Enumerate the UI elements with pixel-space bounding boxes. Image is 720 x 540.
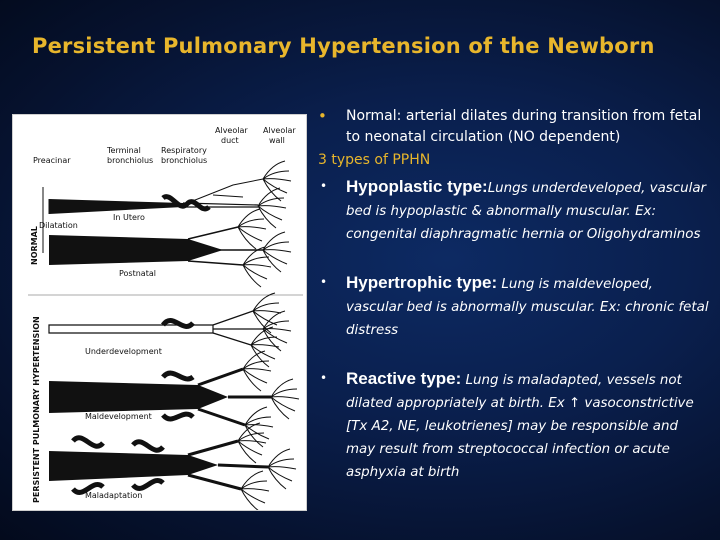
point-hypertrophic bbox=[318, 272, 710, 342]
label-maldevelopment: Maldevelopment bbox=[85, 412, 152, 421]
bullet-icon: • bbox=[320, 371, 328, 385]
label-alveolar-wall-b: wall bbox=[269, 136, 285, 145]
label-dilatation: Dilatation bbox=[39, 221, 78, 230]
point-head: Reactive type: bbox=[346, 369, 462, 388]
content-text bbox=[318, 106, 710, 484]
bullet-icon: • bbox=[318, 107, 327, 125]
point-hypoplastic bbox=[318, 176, 710, 246]
vessel-row-normal-postnatal bbox=[49, 209, 291, 287]
bullet-icon: • bbox=[320, 275, 328, 289]
label-maladaptation: Maladaptation bbox=[85, 491, 143, 500]
normal-text: Normal: arterial dilates during transition from fetal to neonatal circulation (NO dependent) bbox=[346, 108, 702, 145]
label-in-utero: In Utero bbox=[113, 213, 145, 222]
bullet-icon: • bbox=[320, 179, 328, 193]
slide-title: Persistent Pulmonary Hypertension of the Newborn bbox=[32, 34, 655, 58]
vessel-row-normal-in-utero bbox=[49, 161, 291, 228]
point-body: Lungs underdeveloped, vascular bed is hypoplastic & abnormally muscular. Ex: congenital diaphragmatic hernia or Oligohydraminos bbox=[346, 181, 707, 242]
point-reactive bbox=[318, 368, 710, 484]
vessel-diagram bbox=[12, 114, 307, 511]
point-body: Lung is maladapted, vessels not dilated appropriately at birth. Ex ↑ vasoconstrictive [Tx A2, NE, leukotrienes] may be responsible and may result from streptococcal infection or acute asphyxia at birth bbox=[346, 373, 694, 480]
label-underdevelopment: Underdevelopment bbox=[85, 347, 162, 356]
label-respiratory-b: bronchiolus bbox=[161, 156, 208, 165]
label-respiratory: Respiratory bbox=[161, 146, 207, 155]
point-head: Hypoplastic type: bbox=[346, 177, 488, 196]
label-preacinar: Preacinar bbox=[33, 156, 71, 165]
point-head: Hypertrophic type: bbox=[346, 273, 498, 292]
normal-bullet bbox=[318, 106, 710, 148]
label-postnatal: Postnatal bbox=[119, 269, 156, 278]
label-alveolar-duct-b: duct bbox=[221, 136, 239, 145]
label-pphn: PERSISTENT PULMONARY HYPERTENSION bbox=[32, 316, 41, 503]
label-terminal-b: bronchiolus bbox=[107, 156, 154, 165]
point-body: Lung is maldeveloped, vascular bed is abnormally muscular. Ex: chronic fetal distress bbox=[346, 277, 709, 338]
label-alveolar-duct: Alveolar bbox=[215, 126, 248, 135]
label-terminal: Terminal bbox=[107, 146, 141, 155]
pphn-types-subhead: 3 types of PPHN bbox=[318, 152, 431, 168]
label-normal: NORMAL bbox=[30, 226, 39, 265]
label-alveolar-wall: Alveolar bbox=[263, 126, 296, 135]
